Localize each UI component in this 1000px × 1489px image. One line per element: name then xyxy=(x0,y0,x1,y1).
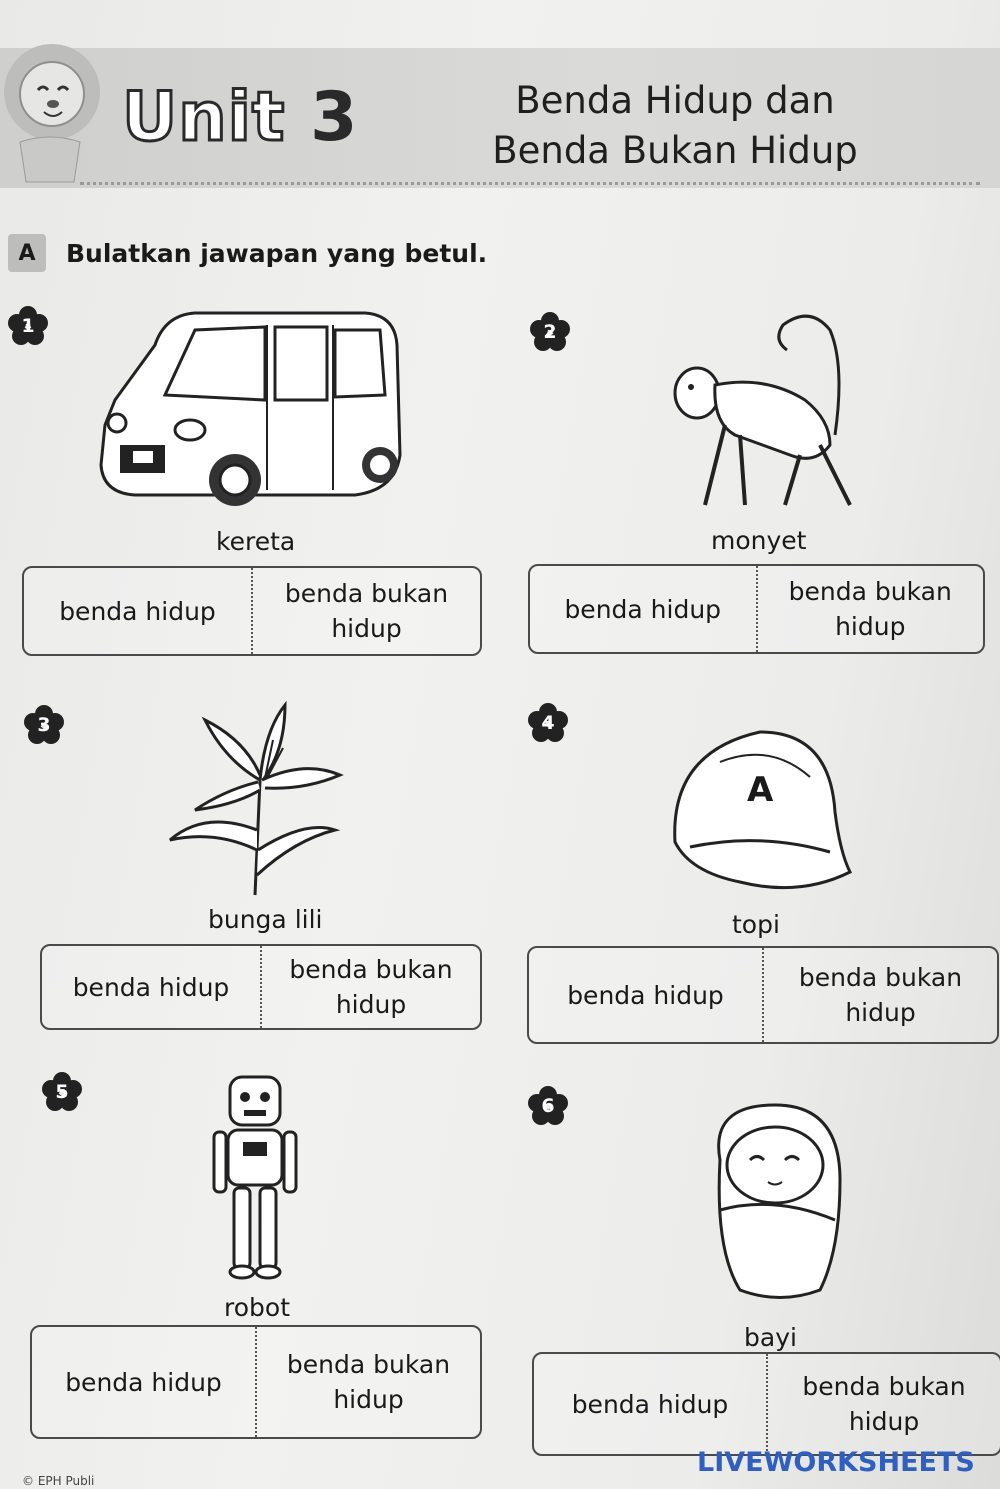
topic-line-1: Benda Hidup dan xyxy=(515,79,835,122)
question-1-caption: kereta xyxy=(216,527,296,556)
copyright-text: © EPH Publi xyxy=(22,1474,95,1488)
lily-flower-icon xyxy=(165,700,345,900)
topic-line-2: Benda Bukan Hidup xyxy=(492,129,858,172)
cap-letter: A xyxy=(747,770,774,810)
question-6-answer-box xyxy=(532,1352,1000,1456)
question-6-option-non-living[interactable]: benda bukan hidup xyxy=(766,1354,1000,1454)
question-number-1: 1 xyxy=(8,306,48,346)
question-4-answer-box xyxy=(527,946,999,1044)
question-number-5: 5 xyxy=(42,1072,82,1112)
monkey-icon xyxy=(665,305,875,515)
question-2-answer-box xyxy=(528,564,985,654)
question-1-option-living[interactable]: benda hidup xyxy=(59,596,216,626)
question-number-2: 2 xyxy=(530,312,570,352)
question-4-option-non-living[interactable]: benda bukan hidup xyxy=(762,948,997,1042)
question-2-option-living[interactable]: benda hidup xyxy=(564,594,722,624)
question-6-caption: bayi xyxy=(744,1323,797,1352)
banner-divider xyxy=(80,182,980,185)
question-3-caption: bunga lili xyxy=(208,905,323,934)
question-5-option-non-living[interactable]: benda bukan hidup xyxy=(255,1327,480,1437)
section-instruction: Bulatkan jawapan yang betul. xyxy=(66,238,488,268)
question-3-option-non-living[interactable]: benda bukan hidup xyxy=(260,946,480,1028)
baby-icon xyxy=(700,1100,850,1305)
section-a-header xyxy=(8,234,487,272)
unit-topic xyxy=(490,76,860,176)
unit-number: 3 xyxy=(310,78,359,157)
question-6-option-living[interactable]: benda hidup xyxy=(571,1389,729,1419)
car-icon xyxy=(95,305,405,515)
unit-title: Unit 3 xyxy=(122,78,359,157)
question-3-option-living[interactable]: benda hidup xyxy=(72,972,230,1002)
question-1-answer-box xyxy=(22,566,482,656)
question-3-answer-box xyxy=(40,944,482,1030)
question-number-3: 3 xyxy=(24,705,64,745)
question-5-answer-box xyxy=(30,1325,482,1439)
question-5-caption: robot xyxy=(224,1293,290,1322)
question-4-caption: topi xyxy=(732,910,780,939)
question-number-6: 6 xyxy=(528,1086,568,1126)
question-1-option-non-living[interactable]: benda bukan hidup xyxy=(251,568,480,654)
question-2-caption: monyet xyxy=(711,526,807,555)
question-5-option-living[interactable]: benda hidup xyxy=(65,1367,222,1397)
cap-icon xyxy=(660,722,860,902)
section-badge: A xyxy=(8,234,46,272)
robot-icon xyxy=(210,1072,300,1282)
question-number-4: 4 xyxy=(528,703,568,743)
lion-mascot-icon xyxy=(0,22,110,192)
liveworksheets-watermark: LIVEWORKSHEETS xyxy=(697,1447,975,1478)
question-2-option-non-living[interactable]: benda bukan hidup xyxy=(756,566,984,652)
question-4-option-living[interactable]: benda hidup xyxy=(567,980,724,1010)
